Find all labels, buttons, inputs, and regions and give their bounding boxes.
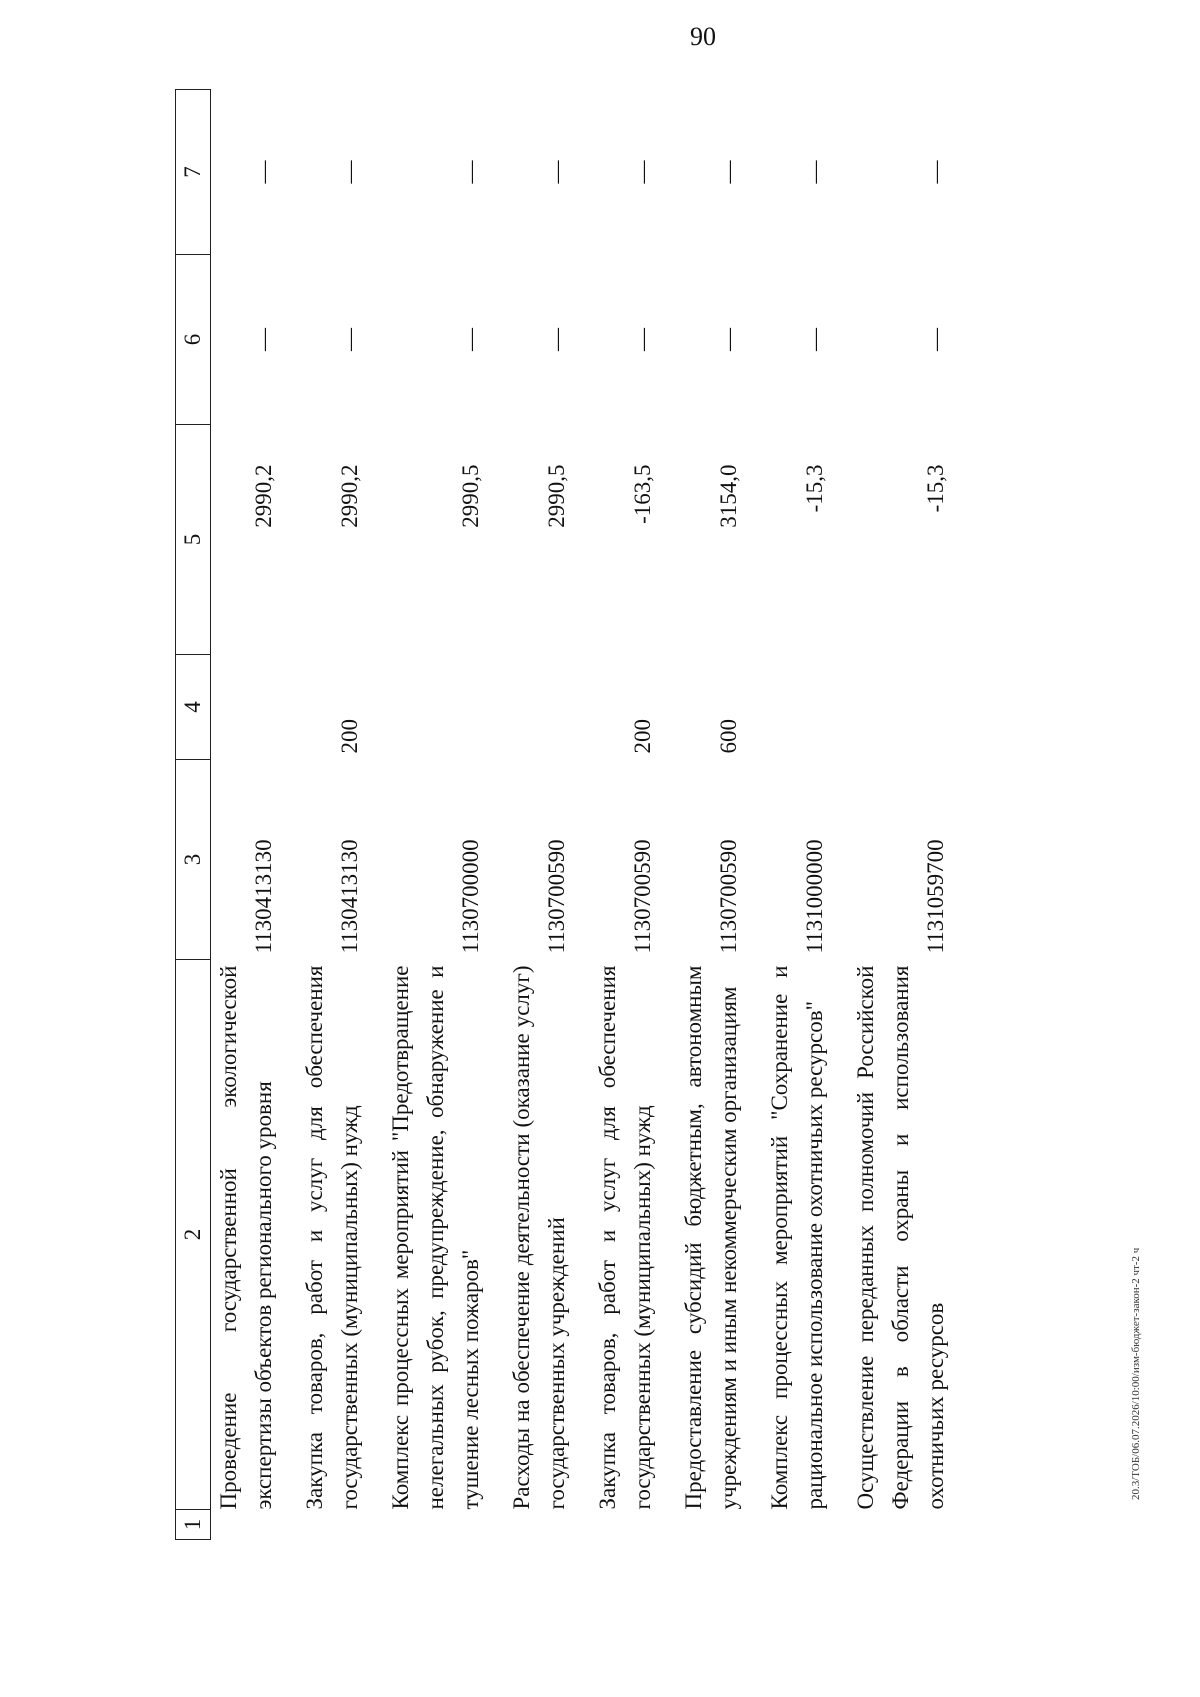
cell-amount: 2990,2 xyxy=(251,464,276,528)
document-footer-code: 20.3/ТОБ/06.07.2026/10:00/изм-бюджет-закон-2 чт-2 ч xyxy=(1130,1247,1142,1500)
cell-col-6: — xyxy=(802,328,827,351)
cell-expense-type xyxy=(488,655,574,760)
cell-amount: 2990,5 xyxy=(544,464,569,528)
budget-table xyxy=(175,89,953,1540)
cell-col-6: — xyxy=(458,328,483,351)
cell-col-1 xyxy=(832,1510,953,1540)
table-row xyxy=(746,90,832,1540)
cell-name: Комплекс процессных мероприятий "Сохранение и рациональное использование охотничьих ресурсов" xyxy=(767,965,827,1510)
cell-name: Проведение государственной экологической экспертизы объектов регионального уровня xyxy=(216,965,276,1510)
cell-target-code: 1130700590 xyxy=(716,839,741,954)
cell-amount: -15,3 xyxy=(802,464,827,513)
cell-expense-type: 200 xyxy=(630,719,655,754)
rotated-table-container xyxy=(175,90,1200,1540)
cell-col-1 xyxy=(367,1510,488,1540)
table-row xyxy=(832,90,953,1540)
cell-target-code: 1131059700 xyxy=(923,839,948,954)
cell-col-7: — xyxy=(337,160,362,184)
cell-col-6: — xyxy=(337,328,362,351)
cell-target-code: 1130413130 xyxy=(337,839,362,954)
cell-expense-type: 200 xyxy=(337,719,362,754)
cell-col-7: — xyxy=(458,160,483,184)
table-row xyxy=(281,90,367,1540)
header-col-1: 1 xyxy=(176,1510,211,1540)
cell-target-code: 1130700000 xyxy=(458,839,483,954)
page-number: 90 xyxy=(690,22,716,51)
cell-name: Закупка товаров, работ и услуг для обеспечения государственных (муниципальных) нужд xyxy=(302,965,362,1510)
table-row xyxy=(488,90,574,1540)
cell-col-1 xyxy=(574,1510,660,1540)
cell-amount: 2990,2 xyxy=(337,464,362,528)
cell-amount: 3154,0 xyxy=(716,464,741,528)
cell-amount: 2990,5 xyxy=(458,464,483,528)
cell-amount: -163,5 xyxy=(630,464,655,524)
cell-target-code: 1130700590 xyxy=(630,839,655,954)
cell-expense-type xyxy=(367,655,488,760)
header-col-4: 4 xyxy=(176,655,211,760)
cell-col-7: — xyxy=(544,160,569,184)
cell-col-1 xyxy=(488,1510,574,1540)
cell-expense-type: 600 xyxy=(716,719,741,754)
table-row xyxy=(367,90,488,1540)
header-col-5: 5 xyxy=(176,425,211,655)
cell-target-code: 1131000000 xyxy=(802,839,827,954)
cell-col-1 xyxy=(281,1510,367,1540)
header-col-2: 2 xyxy=(176,960,211,1510)
table-row xyxy=(660,90,746,1540)
cell-col-1 xyxy=(746,1510,832,1540)
cell-col-6: — xyxy=(251,328,276,351)
cell-col-6: — xyxy=(923,328,948,351)
cell-col-1 xyxy=(660,1510,746,1540)
table-row xyxy=(574,90,660,1540)
cell-amount: -15,3 xyxy=(923,464,948,513)
cell-col-7: — xyxy=(251,160,276,184)
table-row xyxy=(211,90,282,1540)
cell-expense-type xyxy=(832,655,953,760)
cell-name: Осуществление переданных полномочий Российской Федерации в области охраны и использования охотничьих ресурсов xyxy=(853,965,948,1510)
header-col-7: 7 xyxy=(176,90,211,255)
cell-name: Расходы на обеспечение деятельности (оказание услуг) государственных учреждений xyxy=(509,965,569,1510)
cell-name: Комплекс процессных мероприятий "Предотвращение нелегальных рубок, предупреждение, обнаружение и тушение лесных пожаров" xyxy=(388,965,483,1510)
cell-col-7: — xyxy=(716,160,741,184)
cell-col-6: — xyxy=(630,328,655,351)
cell-col-7: — xyxy=(802,160,827,184)
cell-name: Закупка товаров, работ и услуг для обеспечения государственных (муниципальных) нужд xyxy=(595,965,655,1510)
header-col-3: 3 xyxy=(176,760,211,960)
cell-target-code: 1130700590 xyxy=(544,839,569,954)
cell-col-1 xyxy=(211,1510,282,1540)
cell-expense-type xyxy=(211,655,282,760)
cell-name: Предоставление субсидий бюджетным, автономным учреждениям и иным некоммерческим организациям xyxy=(681,965,741,1510)
cell-col-7: — xyxy=(923,160,948,184)
cell-col-7: — xyxy=(630,160,655,184)
cell-expense-type xyxy=(746,655,832,760)
cell-target-code: 1130413130 xyxy=(251,839,276,954)
cell-col-6: — xyxy=(544,328,569,351)
header-col-6: 6 xyxy=(176,255,211,425)
cell-col-6: — xyxy=(716,328,741,351)
table-header-row xyxy=(176,90,211,1540)
